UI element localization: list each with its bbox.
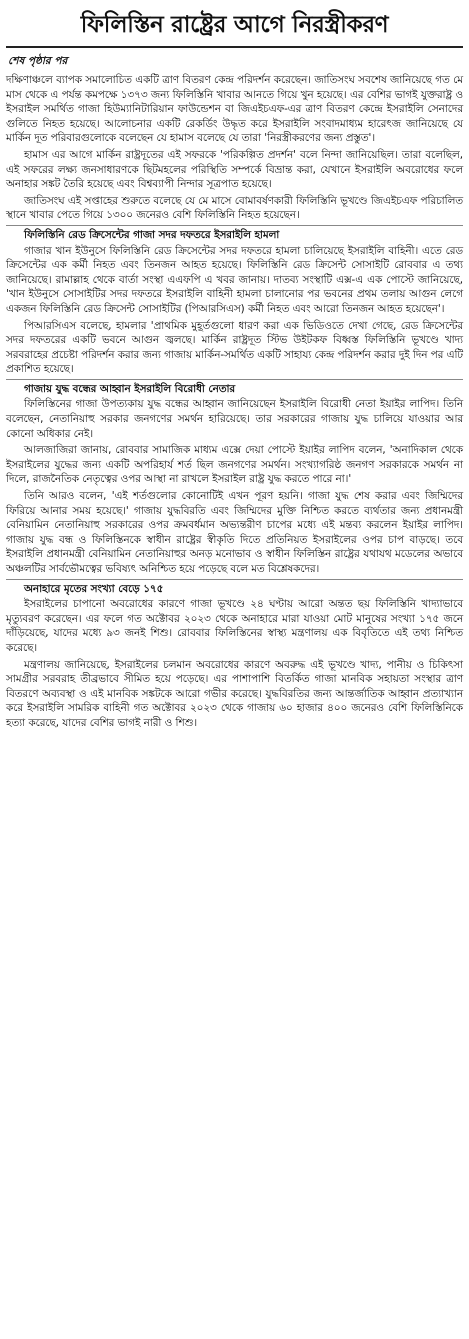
subheading: গাজায় যুদ্ধ বন্ধের আহ্বান ইসরাইলি বিরোধী নেতার xyxy=(24,382,236,395)
paragraph: তিনি আরও বলেন, 'এই শর্তগুলোর কোনোটিই এখন পূরণ হয়নি। গাজা যুদ্ধ শেষ করার এবং জিম্মিদের ফিরিয়ে আনার সময় হয়েছে।' গাজায় যুদ্ধবিরতি এবং জিম্মিদের মুক্তি নিশ্চিত করতে ব্যর্থতার জন্য প্রধানমন্ত্রী বেনিয়ামিন নেতানিয়াহু সরকারের ওপর ক্রমবর্ধমান অভ্যন্তরীণ চাপের মধ্যে এই মন্তব্য করলেন ইয়াইর লাপিদ। গাজায় যুদ্ধ বন্ধ ও ফিলিস্তিনকে স্বাধীন রাষ্ট্রের স্বীকৃতি দিতে প্রতিনিয়ত ইসরাইলের ওপর চাপ বাড়ছে। তবে ইসরাইলি প্রধানমন্ত্রী বেনিয়ামিন নেতানিয়াহুর অনড় মনোভাব ও স্বাধীন ফিলিস্তিন রাষ্ট্রের যথাযথ মডেলের অভাবে অঞ্চলটির সার্বভৌমত্বের ভবিষ্যৎ অনিশ্চিত হয়ে পড়েছে বলে মত বিশ্লেষকদের। xyxy=(6,490,463,575)
paragraph: মন্ত্রণালয় জানিয়েছে, ইসরাইলের চলমান অবরোধের কারণে অবরুদ্ধ এই ভূখণ্ডে খাদ্য, পানীয় ও চিকিৎসা সামগ্রীর সরবরাহ তীব্রভাবে সীমিত হয়ে পড়েছে। এর পাশাপাশি বিতর্কিত গাজা মানবিক সহায়তা সংস্থার ত্রাণ বিতরণে অব্যবস্থা ও এই মানবিক সঙ্কটকে আরো গভীর করেছে। যুদ্ধবিরতির জন্য আন্তর্জাতিক আহ্বান প্রত্যাখ্যান করে ইসরাইলি সামরিক বাহিনী গত অক্টোবর ২০২৩ থেকে গাজায় ৬০ হাজার ৪০০ জনেরও বেশি ফিলিস্তিনিকে হত্যা করেছে, যাদের বেশির ভাগই নারী ও শিশু। xyxy=(6,658,463,729)
paragraph: গাজার খান ইউনুসে ফিলিস্তিনি রেড ক্রিসেন্টের সদর দফতরে হামলা চালিয়েছে ইসরাইলি বাহিনী। এতে রেড ক্রিসেন্টের এক কর্মী নিহত এবং তিনজন আহত হয়েছে। ফিলিস্তিনি রেড ক্রিসেন্ট সোসাইটি রোববার এ তথ্য জানিয়েছে। রামাল্লাহ থেকে বার্তা সংস্থা এএফপি এ খবর জানায়। দাতব্য সংস্থাটি এক্স-এ এক পোস্টে জানিয়েছে, 'খান ইউনুসে সোসাইটির সদর দফতরে ইসরাইলি বাহিনী হামলা চালানোর পর ভবনের প্রথম তলায় আগুন লেগে একজন ফিলিস্তিনি রেড ক্রিসেন্ট সোসাইটির (পিআরসিএস) কর্মী নিহত এবং আরো তিনজন আহত হয়েছেন'। xyxy=(6,244,463,315)
paragraph: জাতিসংঘ এই সপ্তাহের শুরুতে বলেছে যে মে মাসে বোমাবর্ষণকারী ফিলিস্তিনি ভূখণ্ডে জিএইচএফ পরিচালিত স্থানে খাবার পেতে গিয়ে ১৩০০ জনেরও বেশি ফিলিস্তিনি নিহত হয়েছেন। xyxy=(6,194,463,222)
article-body xyxy=(6,73,463,731)
paragraph: ফিলিস্তিনের গাজা উপত্যকায় যুদ্ধ বন্ধের আহ্বান জানিয়েছেন ইসরাইলি বিরোধী নেতা ইয়াইর লাপিদ। তিনি বলেছেন, নেতানিয়াহু সরকার জনগণের সমর্থন হারিয়েছে। তার সরকারের গাজায় যুদ্ধ চালিয়ে যাওয়ার আর কোনো অধিকার নেই। xyxy=(6,398,463,440)
paragraph: দক্ষিণাঞ্চলে ব্যাপক সমালোচিত একটি ত্রাণ বিতরণ কেন্দ্র পরিদর্শন করেছেন। জাতিসংঘ সবশেষ জানিয়েছে গত মে মাস থেকে এ পর্যন্ত কমপক্ষে ১৩৭৩ জন্য ফিলিস্তিনি খাবার আনতে গিয়ে খুন হয়েছে। এর বেশির ভাগই যুক্তরাষ্ট্র ও ইসরাইল সমর্থিত গাজা হিউম্যানিটারিয়ান ফাউন্ডেশন বা জিএইচএফ-এর ত্রাণ বিতরণ কেন্দ্রে ইসরাইলি সেনাদের গুলিতে নিহত হয়েছে। আলোচনার একটি রেকর্ডিং উদ্ধৃত করে ইসরাইলি সংবাদমাধ্যম হারেৎজ জানিয়েছে যে মার্কিন দূত পরিবারগুলোকে বলেছেন যে হামাস বলেছে যে তারা 'নিরস্ত্রীকরণের জন্য প্রস্তুত'। xyxy=(6,74,463,145)
paragraph: আলজাজিরা জানায়, রোববার সামাজিক মাধ্যম এক্সে দেয়া পোস্টে ইয়াইর লাপিদ বলেন, 'অনাদিকাল থেকে ইসরাইলের যুদ্ধের জন্য একটি অপরিহার্য শর্ত ছিল জনগণের সমর্থন। সংখ্যাগরিষ্ঠ জনগণ সরকারকে সমর্থন না দিলে, রাজনৈতিক নেতৃত্বের ওপর আস্থা না রাখলে ইসরাইল রাষ্ট্র যুদ্ধ করতে পারে না।' xyxy=(6,444,463,486)
section-divider xyxy=(6,579,463,580)
section-divider xyxy=(6,225,463,226)
continued-label: শেষ পৃষ্ঠার পর xyxy=(8,55,68,67)
subheading: অনাহারে মৃতের সংখ্যা বেড়ে ১৭৫ xyxy=(24,582,164,595)
headline: ফিলিস্তিন রাষ্ট্রের আগে নিরস্ত্রীকরণ xyxy=(80,12,389,38)
paragraph: ইসরাইলের চাপানো অবরোধের কারণে গাজা ভূখণ্ডে ২৪ ঘণ্টায় আরো অন্তত ছয় ফিলিস্তিনি খাদ্যাভাবে মৃত্যুবরণ করেছেন। এর ফলে গত অক্টোবর ২০২৩ থেকে অনাহারে মারা যাওয়া মোট মানুষের সংখ্যা ১৭৫ জনে দাঁড়িয়েছে, যাদের মধ্যে ৯৩ জনই শিশু। রোববার ফিলিস্তিনের স্বাস্থ্য মন্ত্রণালয় এক বিবৃতিতে এই তথ্য নিশ্চিত করেছে। xyxy=(6,598,463,654)
subheading: ফিলিস্তিনি রেড ক্রিসেন্টের গাজা সদর দফতরে ইসরাইলি হামলা xyxy=(24,228,280,241)
headline-rule xyxy=(6,46,463,48)
section-divider xyxy=(6,379,463,380)
paragraph: পিআরসিএস বলেছে, হামলার 'প্রাথমিক মুহূর্তগুলো ধারণ করা এক ভিডিওতে দেখা গেছে, রেড ক্রিসেন্টের সদর দফতরের একটি ভবনে আগুন জ্বলছে। মার্কিন রাষ্ট্রদূত স্টিভ উইটকফ বিধ্বস্ত ফিলিস্তিনি ভূখণ্ডে খাদ্য সরবরাহের প্রচেষ্টা পরিদর্শন করার জন্য গাজায় মার্কিন-সমর্থিত একটি সাহায্য কেন্দ্র পরিদর্শন করার দুই দিন পর এটি প্রকাশিত হয়েছে। xyxy=(6,319,463,376)
paragraph: হামাস এর আগে মার্কিন রাষ্ট্রদূতের এই সফরকে 'পরিকল্পিত প্রদর্শন' বলে নিন্দা জানিয়েছিল। তারা বলেছিল, এই সফরের লক্ষ্য জনসাধারণকে ছিটমহলের পরিস্থিতি সম্পর্কে বিভ্রান্ত করা, যেখানে ইসরাইলি অবরোধের ফলে অনাহার সঙ্কট তৈরি হয়েছে এবং বিশ্বব্যাপী নিন্দার সূত্রপাত হয়েছে। xyxy=(6,148,463,191)
